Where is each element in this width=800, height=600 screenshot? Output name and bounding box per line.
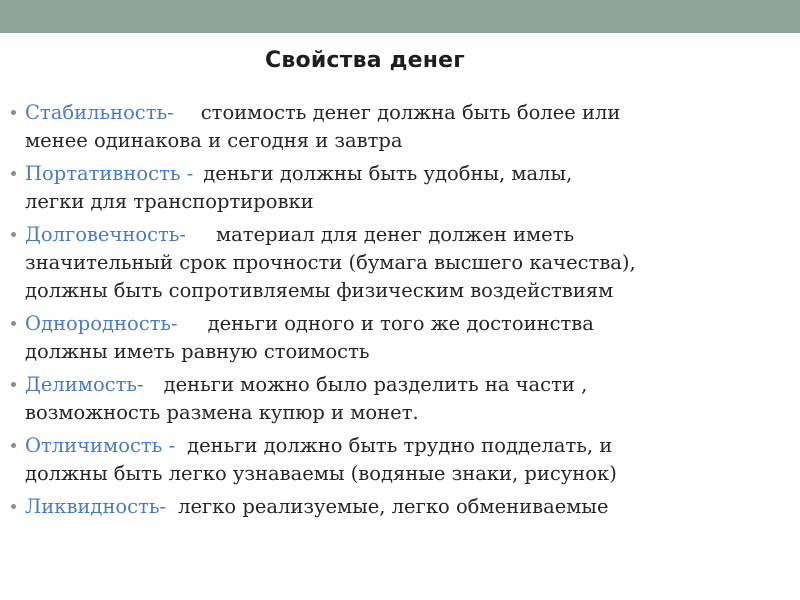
bullet-item-portability [8,160,778,216]
term-durability: Долговечность- [25,223,186,246]
slide-title: Свойства денег [265,48,465,73]
definition-line: возможность размена купюр и монет. [25,401,419,424]
definition-line: должны быть сопротивляемы физическим воздействиям [25,279,614,302]
term-uniformity: Однородность- [25,312,178,335]
term-distinctiveness: Отличимость - [25,434,176,457]
definition-line: должны быть легко узнаваемы (водяные знаки, рисунок) [25,462,617,485]
term-liquidity: Ликвидность- [25,495,167,518]
definition-line: деньги одного и того же достоинства [207,312,594,335]
bullet-dot-icon [11,504,16,509]
bullet-item-liquidity [8,493,778,521]
bullet-dot-icon [11,443,16,448]
term-divisibility: Делимость- [25,373,144,396]
bullet-list [8,99,778,526]
definition-line: легки для транспортировки [25,190,314,213]
definition-line: материал для денег должен иметь [216,223,575,246]
definition-line: должны иметь равную стоимость [25,340,370,363]
bullet-dot-icon [11,321,16,326]
definition-line: легко реализуемые, легко обмениваемые [178,495,609,518]
definition-line: деньги должно быть трудно подделать, и [187,434,613,457]
bullet-item-distinctiveness [8,432,778,488]
term-portability: Портативность - [25,162,194,185]
bullet-item-uniformity [8,310,778,366]
definition-line: деньги можно было разделить на части , [163,373,588,396]
bullet-item-stability [8,99,778,155]
top-bar [0,0,800,33]
bullet-dot-icon [11,232,16,237]
definition-line: менее одинакова и сегодня и завтра [25,129,403,152]
definition-line: деньги должны быть удобны, малы, [203,162,573,185]
bullet-item-durability [8,221,778,305]
term-stability: Стабильность- [25,101,174,124]
definition-line: значительный срок прочности (бумага высшего качества), [25,251,636,274]
bullet-item-divisibility [8,371,778,427]
bullet-dot-icon [11,382,16,387]
definition-line: стоимость денег должна быть более или [200,101,621,124]
bullet-dot-icon [11,171,16,176]
bullet-dot-icon [11,110,16,115]
